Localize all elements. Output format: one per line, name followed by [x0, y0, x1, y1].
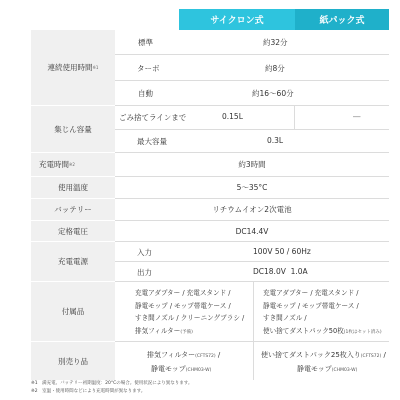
rated-voltage-value: DC14.4V — [235, 226, 269, 236]
runtime-mode-standard-value: 約32分 — [263, 38, 288, 47]
sold-cyclone-filter: 排気フィルター — [147, 351, 196, 359]
header-cyclone-cell — [179, 9, 295, 30]
accessories-row — [115, 282, 389, 342]
label-power-supply — [31, 242, 115, 282]
charge-time-value: 約3時間 — [238, 160, 266, 169]
label-temperature — [31, 177, 115, 199]
label-sold-separately — [31, 342, 115, 380]
dust-line-paper-value: ― — [353, 112, 361, 121]
accessories-paper-line — [263, 325, 389, 340]
accessories-cyclone-line: 静電モップ / モップ帯電ケース / — [135, 301, 231, 310]
power-input-value: 100V 50 / 60Hz — [253, 247, 311, 256]
label-accessories — [31, 282, 115, 342]
footnote-2: ※2 室温・使用時間などにより充電時間が異なります。 — [31, 389, 146, 394]
sold-paper-dustpack-code: (CFTS72) — [360, 354, 382, 359]
sold-cyclone-filter-code: (CFTS72) — [195, 354, 216, 359]
runtime-mode-row — [115, 55, 389, 81]
power-row — [115, 262, 389, 282]
sold-paper-line — [261, 363, 389, 377]
dust-max-label: 最大容量 — [137, 137, 167, 146]
accessories-paper-set-note: (1枚はセット済み) — [343, 329, 382, 335]
footnotes — [31, 380, 391, 396]
charge-time-row — [115, 153, 389, 177]
dust-row — [115, 130, 389, 153]
accessories-cyclone-line: 充電アダプター / 充電スタンド / — [135, 289, 231, 297]
label-rated-voltage — [31, 221, 115, 242]
runtime-mode-row — [115, 30, 389, 55]
battery-label: バッテリー — [54, 205, 92, 214]
runtime-mode-auto-value: 約16～60分 — [252, 89, 294, 98]
dust-max-value: 0.3L — [267, 136, 284, 145]
dust-capacity-label: 集じん容量 — [54, 124, 92, 134]
runtime-mode-turbo-label: ターボ — [137, 64, 160, 73]
temperature-label: 使用温度 — [58, 183, 88, 192]
power-output-label: 出力 — [137, 268, 152, 277]
header-paper-cell — [295, 9, 389, 30]
label-charge-time — [31, 153, 115, 177]
temperature-row — [115, 177, 389, 199]
runtime-mode-auto-label: 自動 — [138, 89, 153, 98]
battery-row — [115, 199, 389, 221]
power-row — [115, 242, 389, 262]
accessories-paper-cell — [254, 282, 389, 341]
runtime-mode-row — [115, 81, 389, 106]
accessories-cyclone-spare-note: (予備) — [180, 329, 193, 335]
runtime-note-mark: ※1 — [92, 65, 99, 70]
label-dust — [31, 106, 115, 153]
charge-time-label: 充電時間 — [39, 160, 69, 169]
sold-paper-mop: 静電モップ — [297, 365, 332, 373]
accessories-cyclone-line — [135, 325, 253, 340]
rated-voltage-row — [115, 221, 389, 242]
sold-paper-mop-code: (CHM03-W) — [331, 368, 358, 373]
accessories-paper-line: すき間ノズル / — [263, 314, 307, 322]
sold-cyclone-sep: / — [215, 351, 221, 359]
sold-cyclone-mop-code: (CHM03-W) — [185, 368, 212, 373]
accessories-label: 付属品 — [61, 307, 85, 316]
temperature-value: 5～35°C — [236, 183, 268, 192]
accessories-paper-dustpack: 使い捨てダストパック50枚 — [263, 326, 344, 335]
rated-voltage-label: 定格電圧 — [58, 226, 88, 236]
label-battery — [31, 199, 115, 221]
dust-line-divider — [294, 106, 295, 129]
dust-line-cyclone-value: 0.15L — [222, 112, 243, 121]
accessories-cyclone-filter: 排気フィルター — [135, 326, 181, 335]
runtime-mode-turbo-value: 約8分 — [265, 64, 285, 73]
sold-cyclone-line — [147, 363, 253, 377]
accessories-paper-line: 充電アダプター / 充電スタンド / — [263, 289, 359, 297]
runtime-mode-standard-label: 標準 — [138, 38, 153, 47]
sold-cyclone-line — [147, 349, 253, 363]
header-cyclone-label: サイクロン式 — [210, 16, 264, 26]
footnote-1: ※1 満充電、バッテリー初期温度：20°Cの場合。使用状況により異なります。 — [31, 381, 193, 386]
dust-row — [115, 106, 389, 130]
sold-paper-cell — [254, 342, 389, 380]
header-paper-label: 紙パック式 — [319, 16, 365, 26]
sold-separately-row — [115, 342, 389, 380]
sold-separately-label: 別売り品 — [58, 356, 88, 366]
charge-time-note-mark: ※2 — [69, 162, 75, 167]
label-runtime — [31, 30, 115, 106]
sold-cyclone-mop: 静電モップ — [151, 365, 186, 373]
sold-cyclone-cell — [115, 342, 253, 380]
sold-paper-sep: / — [381, 351, 386, 359]
sold-paper-line — [261, 349, 389, 363]
accessories-cyclone-cell — [115, 282, 253, 341]
battery-value: リチウムイオン2次電池 — [212, 205, 292, 214]
sold-paper-dustpack: 使い捨てダストパック25枚入り — [261, 351, 361, 359]
dust-line-label: ごみ捨てラインまで — [119, 113, 187, 122]
power-input-label: 入力 — [137, 248, 152, 257]
power-supply-label: 充電電源 — [58, 257, 88, 266]
spec-grid — [31, 9, 389, 371]
accessories-paper-line: 静電モップ / モップ帯電ケース / — [263, 301, 359, 310]
power-output-value: DC18.0V 1.0A — [253, 267, 308, 276]
runtime-label: 連続使用時間 — [47, 63, 93, 72]
accessories-cyclone-line: すき間ノズル / クリーニングブラシ / — [135, 314, 245, 322]
